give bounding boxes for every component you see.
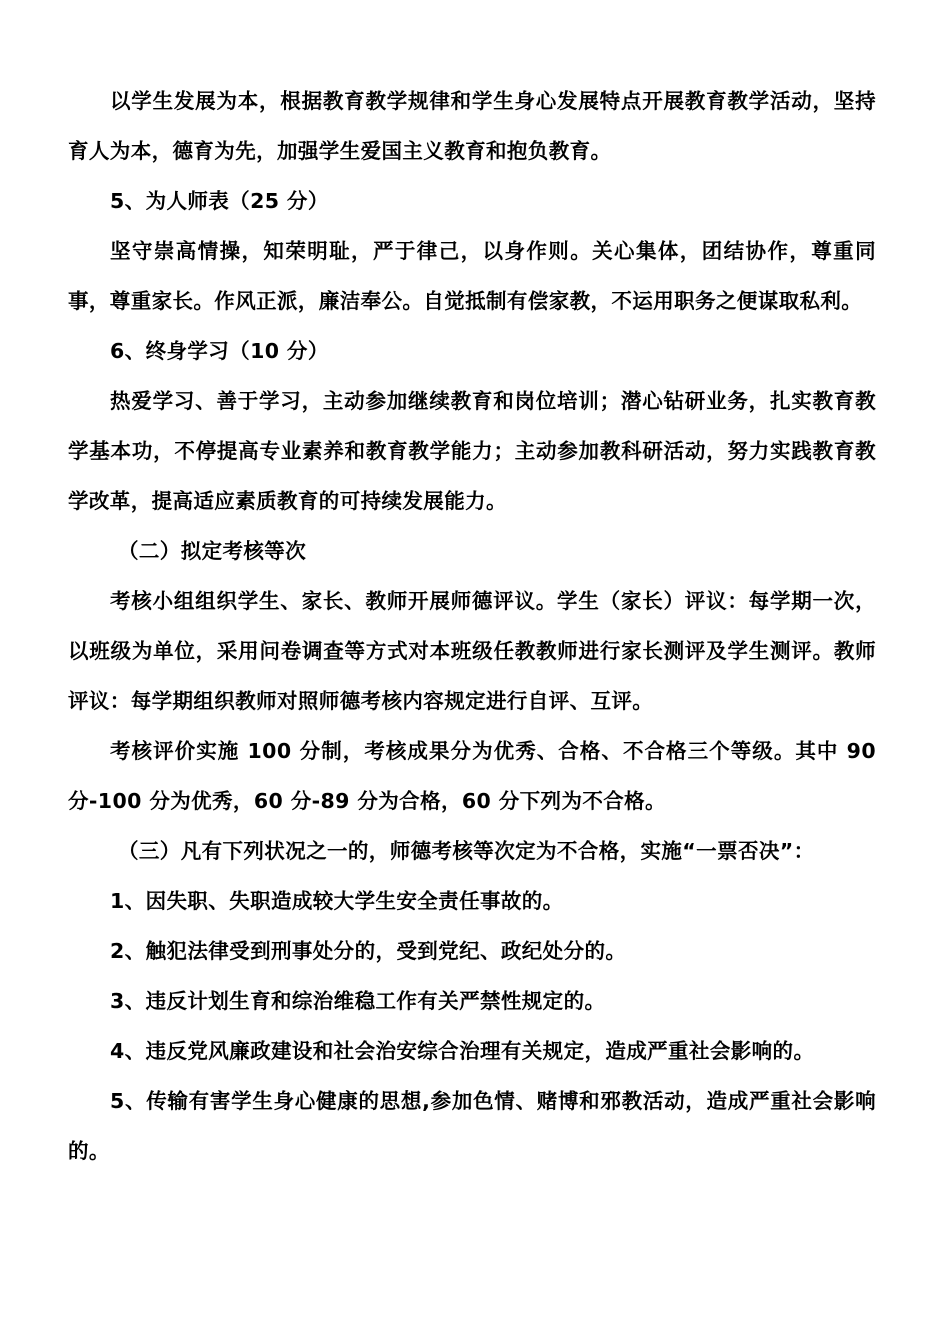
paragraph-lifelong-learning: 热爱学习、善于学习，主动参加继续教育和岗位培训；潜心钻研业务，扎实教育教学基本功，不停提高专业素养和教育教学能力；主动参加教科研活动，努力实践教育教学改革，提高适应素质教育的可持续发展能力。	[68, 389, 876, 513]
paragraph-conduct: 坚守崇高情操，知荣明耻，严于律己，以身作则。关心集体，团结协作，尊重同事，尊重家长。作风正派，廉洁奉公。自觉抵制有偿家教，不运用职务之便谋取私利。	[68, 239, 876, 313]
list-item-veto-3: 3、违反计划生育和综治维稳工作有关严禁性规定的。	[110, 989, 606, 1013]
paragraph-scoring-system: 考核评价实施 100 分制，考核成果分为优秀、合格、不合格三个等级。其中 90 分-100 分为优秀，60 分-89 分为合格，60 分下列为不合格。	[68, 739, 876, 813]
paragraph-education-principle: 以学生发展为本，根据教育教学规律和学生身心发展特点开展教育教学活动，坚持育人为本，德育为先，加强学生爱国主义教育和抱负教育。	[68, 89, 876, 163]
list-item-veto-5: 5、传输有害学生身心健康的思想,参加色情、赌博和邪教活动，造成严重社会影响的。	[68, 1089, 876, 1163]
list-item-veto-1: 1、因失职、失职造成较大学生安全责任事故的。	[110, 889, 564, 913]
document-page	[68, 76, 876, 1176]
list-item-veto-4: 4、违反党风廉政建设和社会治安综合治理有关规定，造成严重社会影响的。	[110, 1039, 815, 1063]
list-item-veto-2: 2、触犯法律受到刑事处分的，受到党纪、政纪处分的。	[110, 939, 627, 963]
subheading-veto-conditions: （三）凡有下列状况之一的，师德考核等次定为不合格，实施“一票否决”：	[118, 839, 815, 863]
heading-conduct-25: 5、为人师表（25 分）	[110, 189, 329, 213]
paragraph-evaluation-method: 考核小组组织学生、家长、教师开展师德评议。学生（家长）评议：每学期一次，以班级为单位，采用问卷调查等方式对本班级任教教师进行家长测评及学生测评。教师评议：每学期组织教师对照师德考核内容规定进行自评、互评。	[68, 589, 876, 713]
subheading-assessment-grades: （二）拟定考核等次	[118, 539, 307, 563]
heading-lifelong-learning-10: 6、终身学习（10 分）	[110, 339, 329, 363]
